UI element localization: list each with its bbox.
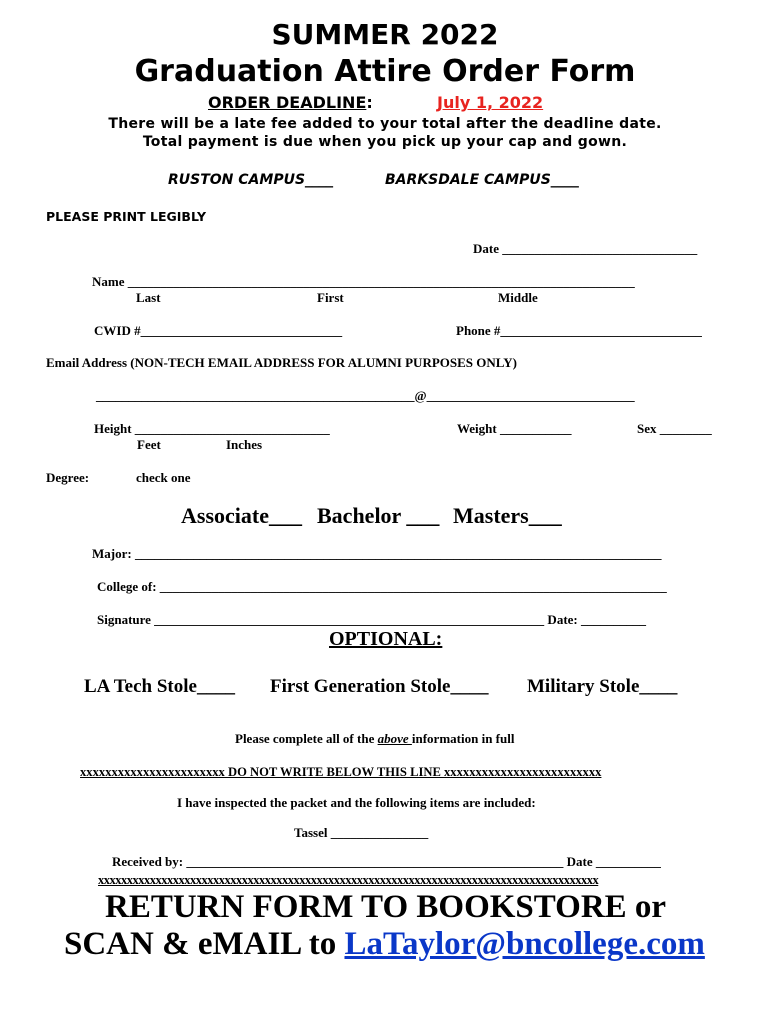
military-stole-option[interactable]: Military Stole____ — [527, 676, 678, 697]
signature-field[interactable]: Signature ____________________________________________________________ Date: __________ — [97, 612, 647, 627]
date-field[interactable]: Date ______________________________ — [473, 241, 698, 256]
weight-field[interactable]: Weight ___________ — [457, 421, 572, 436]
email-line-left: _________________________________________________ — [96, 388, 415, 403]
deadline-date: July 1, 2022 — [437, 93, 544, 112]
email-at: @ — [414, 388, 427, 403]
cwid-field[interactable]: CWID #_______________________________ — [94, 323, 343, 338]
degree-label: Degree: — [46, 470, 90, 485]
optional-heading: OPTIONAL: — [329, 628, 443, 650]
degree-hint: check one — [136, 470, 191, 485]
deadline-row — [208, 93, 373, 112]
first-generation-stole-option[interactable]: First Generation Stole____ — [270, 676, 489, 697]
deadline-colon: : — [366, 93, 373, 112]
phone-field[interactable]: Phone #_______________________________ — [456, 323, 702, 338]
name-last-label: Last — [136, 290, 161, 305]
scan-email-prefix: SCAN & eMAIL to — [64, 926, 345, 962]
height-field[interactable]: Height ______________________________ — [94, 421, 330, 436]
college-field[interactable]: College of: ______________________________________________________________________________ — [97, 579, 667, 594]
print-legibly-note: PLEASE PRINT LEGIBLY — [46, 209, 207, 224]
title-line-2: Graduation Attire Order Form — [134, 54, 636, 89]
ruston-campus-option[interactable]: RUSTON CAMPUS____ — [168, 172, 334, 188]
complete-before: Please complete all of the — [235, 731, 378, 746]
deadline-label: ORDER DEADLINE — [208, 93, 367, 112]
scan-email-line — [64, 926, 705, 963]
email-field[interactable] — [96, 388, 635, 404]
inspected-note: I have inspected the packet and the following items are included: — [177, 795, 536, 810]
degree-masters-option[interactable]: Masters___ — [453, 503, 562, 528]
degree-bachelor-option[interactable]: Bachelor ___ — [317, 503, 440, 528]
name-middle-label: Middle — [498, 290, 538, 305]
received-by-field[interactable]: Received by: __________________________________________________________ Date __________ — [112, 854, 661, 869]
la-tech-stole-option[interactable]: LA Tech Stole____ — [84, 676, 235, 697]
name-field[interactable]: Name ______________________________________________________________________________ — [92, 274, 635, 289]
do-not-write-divider: xxxxxxxxxxxxxxxxxxxxxxx DO NOT WRITE BELOW THIS LINE xxxxxxxxxxxxxxxxxxxxxxxxx — [80, 765, 602, 779]
major-field[interactable]: Major: _________________________________________________________________________________ — [92, 546, 662, 561]
bookstore-email-link[interactable]: LaTaylor@bncollege.com — [344, 926, 705, 962]
bottom-x-rule: xxxxxxxxxxxxxxxxxxxxxxxxxxxxxxxxxxxxxxxxxxxxxxxxxxxxxxxxxxxxxxxxxxxxxxxxxxxxxxxxxxxxxxx — [98, 873, 599, 887]
sex-field[interactable]: Sex ________ — [637, 421, 712, 436]
complete-instructions — [235, 731, 514, 747]
name-first-label: First — [317, 290, 344, 305]
degree-associate-option[interactable]: Associate___ — [181, 503, 302, 528]
height-feet-label: Feet — [137, 437, 161, 452]
complete-emphasis: above — [377, 731, 412, 746]
email-line-right: ________________________________ — [426, 388, 635, 403]
tassel-field[interactable]: Tassel _______________ — [294, 825, 429, 840]
email-label: Email Address (NON-TECH EMAIL ADDRESS FOR ALUMNI PURPOSES ONLY) — [46, 355, 517, 370]
title-line-1: SUMMER 2022 — [271, 18, 499, 51]
late-fee-note: There will be a late fee added to your total after the deadline date. — [108, 116, 662, 132]
return-form-line: RETURN FORM TO BOOKSTORE or — [105, 889, 667, 925]
barksdale-campus-option[interactable]: BARKSDALE CAMPUS____ — [385, 172, 579, 188]
height-inches-label: Inches — [226, 437, 263, 452]
payment-note: Total payment is due when you pick up your cap and gown. — [142, 134, 628, 150]
complete-after: information in full — [411, 731, 515, 746]
